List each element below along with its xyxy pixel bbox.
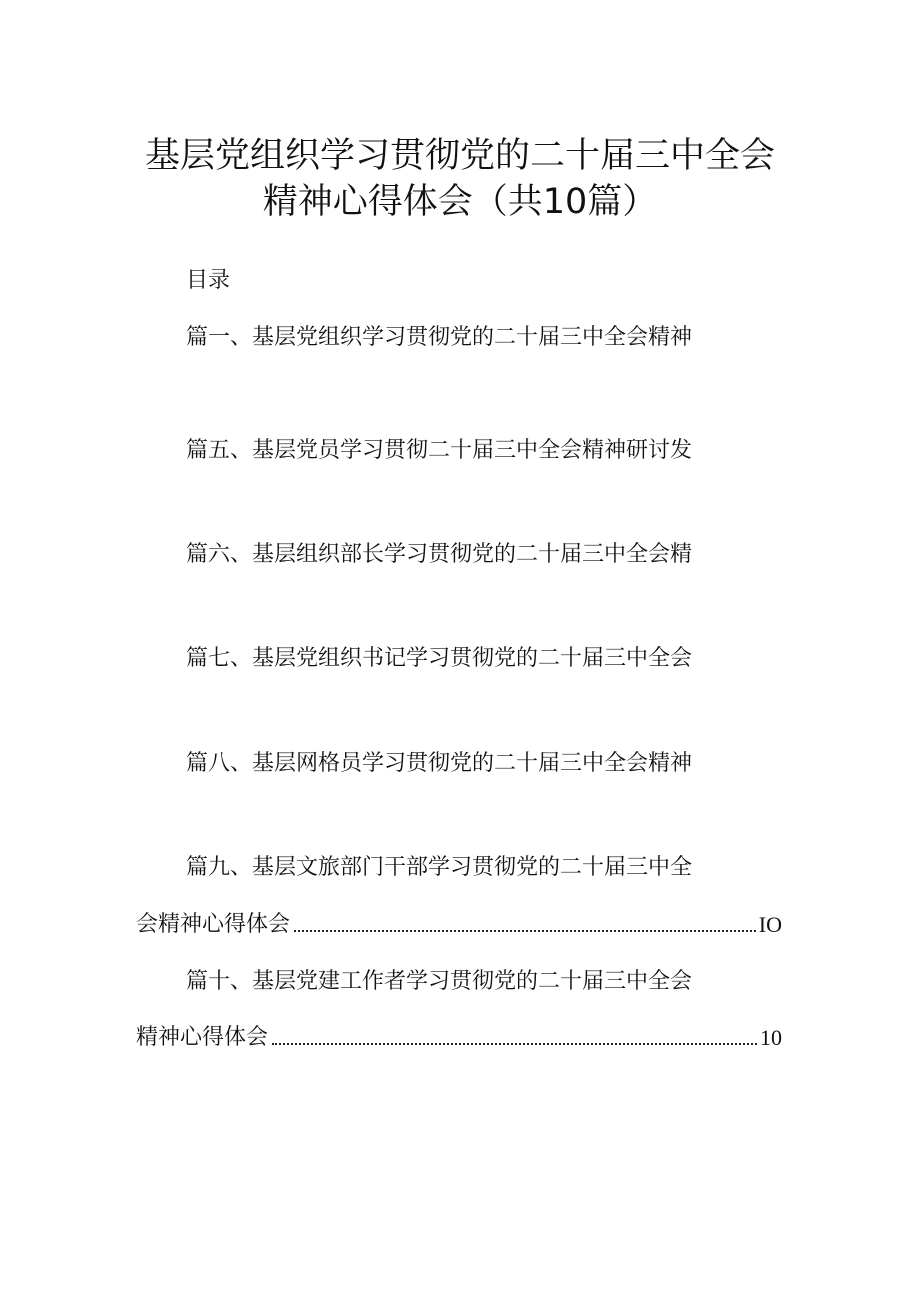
toc-page-number: 10 bbox=[760, 1025, 782, 1050]
toc-entry-1[interactable]: 篇一、基层党组织学习贯彻党的二十届三中全会精神 bbox=[186, 325, 693, 350]
toc-entry-8[interactable]: 篇八、基层网格员学习贯彻党的二十届三中全会精神 bbox=[186, 751, 693, 776]
toc-entry-10-continuation[interactable] bbox=[136, 1023, 782, 1053]
toc-entry-10[interactable]: 篇十、基层党建工作者学习贯彻党的二十届三中全会 bbox=[186, 969, 693, 994]
toc-dot-leader bbox=[272, 1041, 757, 1045]
toc-heading: 目录 bbox=[186, 268, 231, 293]
document-title-line-2: 精神心得体会（共10篇） bbox=[262, 182, 658, 222]
toc-entry-7[interactable]: 篇七、基层党组织书记学习贯彻党的二十届三中全会 bbox=[186, 646, 693, 671]
toc-dot-leader bbox=[294, 928, 756, 932]
toc-entry-9-continuation[interactable] bbox=[136, 910, 782, 940]
document-title-line-1: 基层党组织学习贯彻党的二十届三中全会 bbox=[144, 136, 775, 176]
toc-entry-6[interactable]: 篇六、基层组织部长学习贯彻党的二十届三中全会精 bbox=[186, 542, 693, 567]
toc-entry-9[interactable]: 篇九、基层文旅部门干部学习贯彻党的二十届三中全 bbox=[186, 855, 693, 880]
toc-entry-5[interactable]: 篇五、基层党员学习贯彻二十届三中全会精神研讨发 bbox=[186, 438, 693, 463]
toc-page-number: IO bbox=[758, 912, 782, 937]
toc-entry-9-continuation-text: 会精神心得体会 bbox=[136, 912, 291, 937]
toc-entry-10-continuation-text: 精神心得体会 bbox=[136, 1025, 269, 1050]
